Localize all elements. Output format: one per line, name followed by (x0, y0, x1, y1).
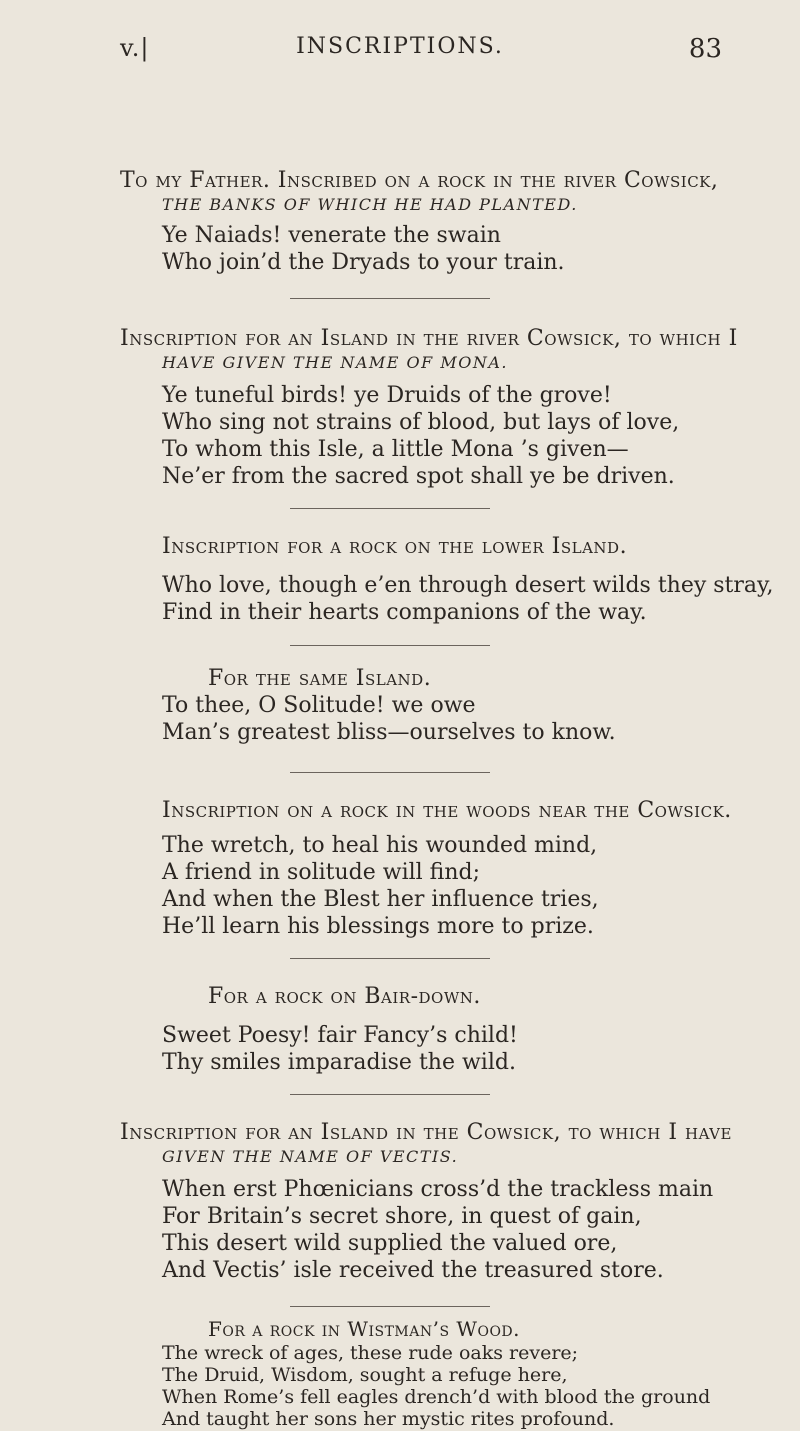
inscription-2 (0, 326, 800, 490)
verse-line: The wreck of ages, these rude oaks revere; (162, 1342, 579, 1364)
verse-line: Ye Naiads! venerate the swain (162, 223, 501, 248)
verse-line: The wretch, to heal his wounded mind, (162, 833, 598, 858)
divider-rule (290, 298, 490, 299)
verse-line: When erst Phœnicians cross’d the trackless main (162, 1177, 714, 1202)
verse-line: Sweet Poesy! fair Fancy’s child! (162, 1023, 518, 1048)
verse-line: Find in their hearts companions of the way. (162, 600, 647, 625)
verse-line: Who love, though e’en through desert wilds they stray, (162, 573, 774, 598)
inscription-title: Inscription for a rock on the lower Island. (162, 534, 628, 559)
inscription-title: Inscription for an Island in the river Cowsick, to which I (120, 326, 738, 351)
divider-rule (290, 645, 490, 646)
verse-line: A friend in solitude will find; (162, 860, 481, 885)
inscription-title: For a rock on Bair-down. (208, 984, 481, 1009)
inscription-7 (0, 1120, 800, 1284)
inscription-title: To my Father. Inscribed on a rock in the river Cowsick, (120, 168, 719, 193)
verse-line: Ne’er from the sacred spot shall ye be driven. (162, 464, 675, 489)
divider-rule (290, 1306, 490, 1307)
verse-line: Thy smiles imparadise the wild. (162, 1050, 516, 1075)
inscription-6 (0, 984, 800, 1076)
verse-line: To thee, O Solitude! we owe (162, 693, 476, 718)
header-section: v.| (120, 34, 150, 62)
verse-line: And taught her sons her mystic rites profound. (162, 1408, 615, 1430)
verse-line: When Rome’s fell eagles drench’d with blood the ground (162, 1386, 711, 1408)
inscription-title: Inscription for an Island in the Cowsick, to which I have (120, 1120, 732, 1145)
inscription-1 (0, 168, 800, 276)
inscription-title: For the same Island. (208, 666, 432, 691)
inscription-4 (0, 666, 800, 746)
verse-line: For Britain’s secret shore, in quest of gain, (162, 1204, 642, 1229)
inscription-title: Inscription on a rock in the woods near the Cowsick. (162, 798, 732, 823)
page-number: 83 (688, 34, 722, 64)
verse-line: This desert wild supplied the valued ore, (162, 1231, 618, 1256)
header-title: INSCRIPTIONS. (296, 34, 504, 59)
inscription-3 (0, 534, 800, 626)
verse-line: Man’s greatest bliss—ourselves to know. (162, 720, 616, 745)
divider-rule (290, 508, 490, 509)
inscription-subtitle: THE BANKS OF WHICH HE HAD PLANTED. (162, 195, 578, 214)
verse-line: Who join’d the Dryads to your train. (162, 250, 565, 275)
inscription-8 (0, 1316, 800, 1430)
verse-line: He’ll learn his blessings more to prize. (162, 914, 594, 939)
divider-rule (290, 958, 490, 959)
inscription-subtitle: HAVE GIVEN THE NAME OF MONA. (162, 353, 508, 372)
verse-line: And when the Blest her influence tries, (162, 887, 599, 912)
running-header (0, 20, 800, 64)
verse-line: Ye tuneful birds! ye Druids of the grove! (162, 383, 612, 408)
divider-rule (290, 772, 490, 773)
divider-rule (290, 1094, 490, 1095)
verse-line: To whom this Isle, a little Mona ’s given— (162, 437, 629, 462)
inscription-subtitle: GIVEN THE NAME OF VECTIS. (162, 1147, 459, 1166)
verse-line: And Vectis’ isle received the treasured store. (162, 1258, 664, 1283)
verse-line: The Druid, Wisdom, sought a refuge here, (162, 1364, 568, 1386)
verse-line: Who sing not strains of blood, but lays of love, (162, 410, 680, 435)
inscription-title: For a rock in Wistman’s Wood. (208, 1317, 521, 1341)
inscription-5 (0, 798, 800, 940)
